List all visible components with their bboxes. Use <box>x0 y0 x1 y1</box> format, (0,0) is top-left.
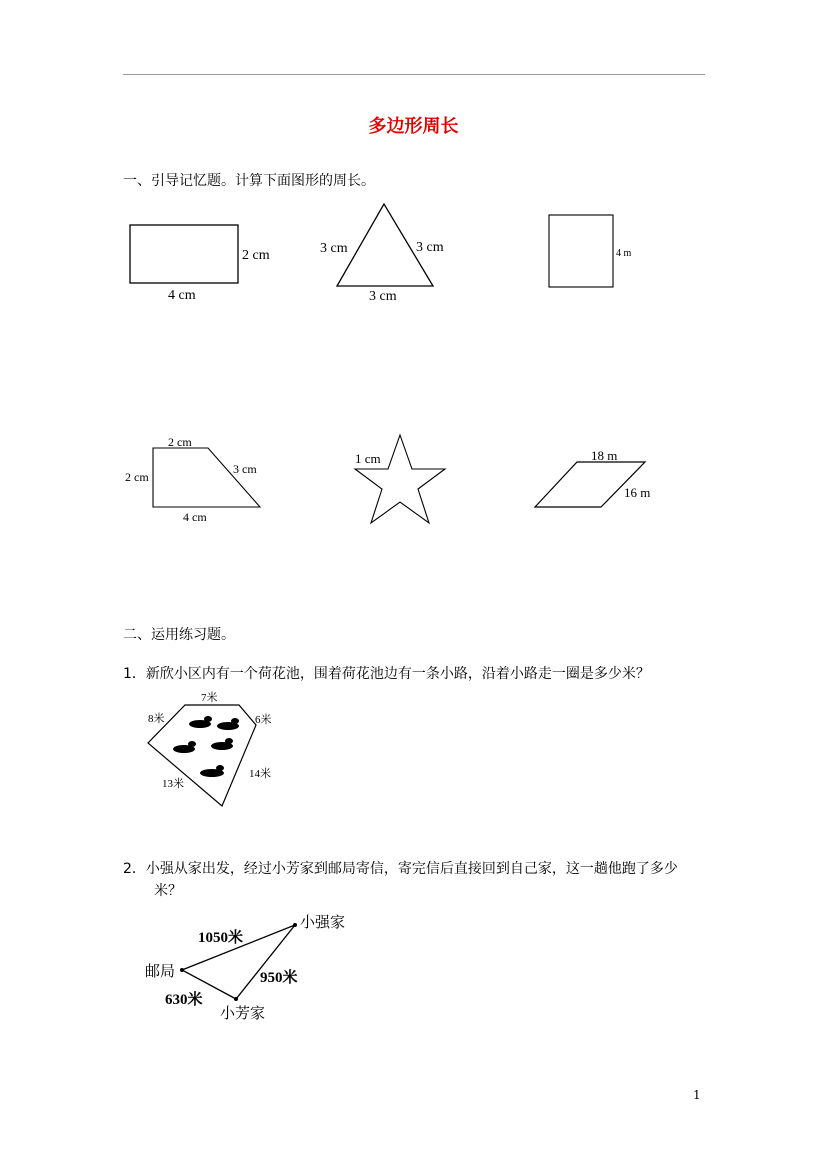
square-side-label: 4 m <box>616 248 632 259</box>
route-figure <box>140 903 370 1028</box>
question-2 <box>123 858 678 902</box>
star-side-label: 1 cm <box>355 451 381 466</box>
triangle-bottom-label: 3 cm <box>369 289 397 304</box>
section2-heading: 二、运用练习题。 <box>123 627 235 643</box>
page-title: 多边形周长 <box>368 116 459 137</box>
pond-lower-left-label: 13米 <box>162 778 184 790</box>
rectangle-width-label: 4 cm <box>168 288 196 303</box>
trapezoid-top-label: 2 cm <box>168 435 192 449</box>
route-distance-630: 630米 <box>165 992 203 1008</box>
triangle-left-label: 3 cm <box>320 241 348 256</box>
question-1-text: 新欣小区内有一个荷花池，围着荷花池边有一条小路，沿着小路走一圈是多少米？ <box>145 666 650 682</box>
rectangle-height-label: 2 cm <box>242 248 270 263</box>
question-1-number: 1． <box>123 666 146 682</box>
page-number: 1 <box>693 1088 701 1102</box>
lotus-decoration <box>173 716 239 777</box>
trapezoid-slant-label: 3 cm <box>233 462 257 476</box>
question-2-text-line1: 小强从家出发，经过小芳家到邮局寄信，寄完信后直接回到自己家，这一趟他跑了多少 <box>145 861 678 877</box>
square-figure <box>540 205 650 295</box>
pond-lower-right-label: 14米 <box>249 768 271 780</box>
pond-top-label: 7米 <box>201 692 218 704</box>
route-friend-label: 小芳家 <box>220 1006 266 1022</box>
route-distance-950: 950米 <box>260 970 298 986</box>
route-distance-1050: 1050米 <box>198 930 244 946</box>
rectangle-figure <box>120 215 290 310</box>
trapezoid-bottom-label: 4 cm <box>183 510 207 524</box>
question-1 <box>123 663 650 685</box>
pond-upper-left-label: 8米 <box>148 713 165 725</box>
route-home-label: 小强家 <box>300 915 346 931</box>
question-2-text-line2: 米？ <box>154 883 182 899</box>
section1-heading: 一、引导记忆题。计算下面图形的周长。 <box>123 173 375 189</box>
parallelogram-side-label: 16 m <box>624 485 651 500</box>
trapezoid-left-label: 2 cm <box>125 470 149 484</box>
question-2-number: 2． <box>123 861 146 877</box>
pond-figure <box>140 688 285 813</box>
header-rule <box>123 74 705 75</box>
parallelogram-figure <box>525 440 665 515</box>
trapezoid-figure <box>120 430 280 530</box>
route-post-label: 邮局 <box>145 964 176 980</box>
pond-upper-right-label: 6米 <box>255 714 272 726</box>
triangle-figure <box>315 196 465 308</box>
star-figure <box>345 425 455 533</box>
triangle-right-label: 3 cm <box>416 240 444 255</box>
parallelogram-top-label: 18 m <box>591 448 618 463</box>
